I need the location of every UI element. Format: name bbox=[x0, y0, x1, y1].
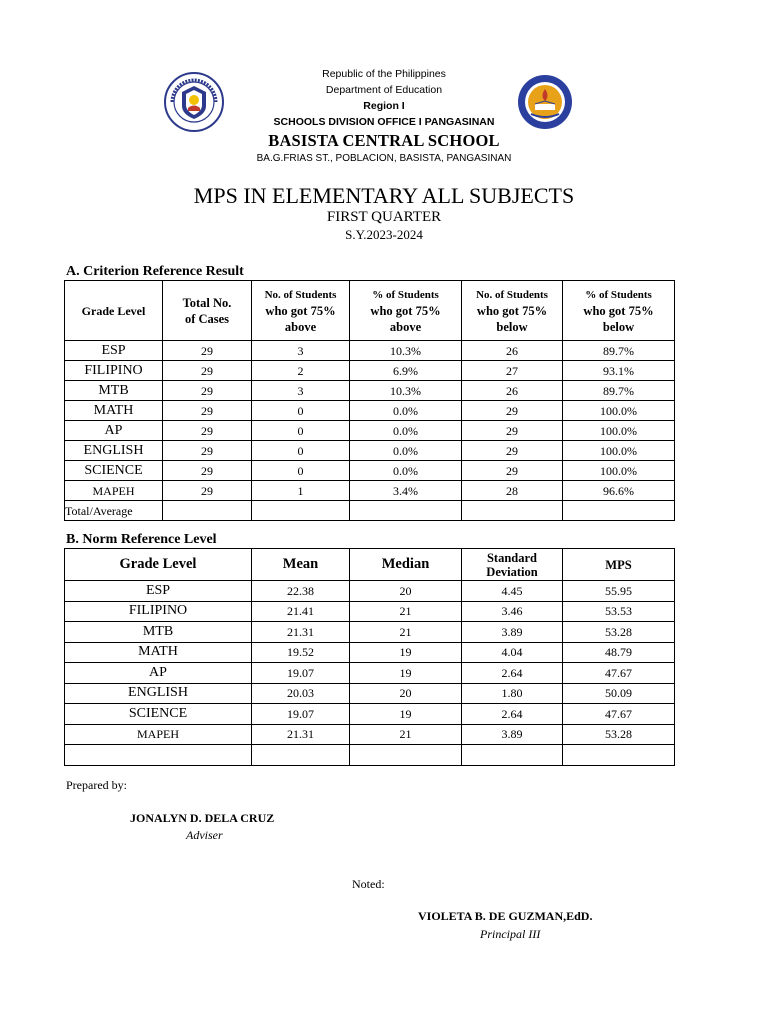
cell-mps: 53.28 bbox=[563, 622, 675, 643]
table-row bbox=[65, 704, 675, 725]
cell-sd: 3.89 bbox=[462, 724, 563, 745]
cell-median: 21 bbox=[350, 622, 462, 643]
cell-subject: MAPEH bbox=[65, 724, 252, 745]
cell-mean: 19.07 bbox=[252, 704, 350, 725]
cell-pct-above: 10.3% bbox=[350, 381, 462, 401]
cell-mean: 21.31 bbox=[252, 622, 350, 643]
cell-above: 1 bbox=[252, 481, 350, 501]
norm-reference-table bbox=[64, 548, 675, 766]
cell-subject: AP bbox=[65, 421, 163, 441]
cell-pct-below: 93.1% bbox=[563, 361, 675, 381]
cell-mean: 19.52 bbox=[252, 642, 350, 663]
table-row bbox=[65, 461, 675, 481]
cell-pct-below: 100.0% bbox=[563, 421, 675, 441]
table-row bbox=[65, 441, 675, 461]
letterhead bbox=[0, 66, 768, 166]
cell-subject: MATH bbox=[65, 401, 163, 421]
table-row bbox=[65, 683, 675, 704]
table-row bbox=[65, 601, 675, 622]
empty-cell bbox=[252, 501, 350, 521]
table-header-row bbox=[65, 549, 675, 581]
department-line: Department of Education bbox=[325, 84, 443, 96]
empty-cell bbox=[163, 501, 252, 521]
cell-below: 28 bbox=[462, 481, 563, 501]
header-median: Median bbox=[350, 549, 462, 581]
republic-line: Republic of the Philippines bbox=[322, 68, 446, 80]
cell-cases: 29 bbox=[163, 381, 252, 401]
cell-pct-above: 0.0% bbox=[350, 461, 462, 481]
cell-mps: 55.95 bbox=[563, 581, 675, 602]
school-name: BASISTA CENTRAL SCHOOL bbox=[268, 131, 500, 150]
cell-median: 19 bbox=[350, 704, 462, 725]
cell-below: 26 bbox=[462, 341, 563, 361]
cell-below: 29 bbox=[462, 401, 563, 421]
cell-pct-above: 10.3% bbox=[350, 341, 462, 361]
cell-sd: 1.80 bbox=[462, 683, 563, 704]
cell-below: 26 bbox=[462, 381, 563, 401]
cell-sd: 3.46 bbox=[462, 601, 563, 622]
cell-pct-below: 100.0% bbox=[563, 441, 675, 461]
cell-pct-above: 3.4% bbox=[350, 481, 462, 501]
cell-pct-below: 89.7% bbox=[563, 381, 675, 401]
noted-label: Noted: bbox=[352, 877, 385, 891]
total-row bbox=[65, 501, 675, 521]
cell-cases: 29 bbox=[163, 401, 252, 421]
header-standard-deviation: Standard Deviation bbox=[462, 549, 563, 581]
cell-mean: 21.31 bbox=[252, 724, 350, 745]
cell-below: 29 bbox=[462, 441, 563, 461]
cell-mean: 21.41 bbox=[252, 601, 350, 622]
table-row bbox=[65, 401, 675, 421]
cell-above: 3 bbox=[252, 341, 350, 361]
cell-subject: ENGLISH bbox=[65, 683, 252, 704]
adviser-role: Adviser bbox=[186, 828, 223, 842]
table-row bbox=[65, 381, 675, 401]
cell-sd: 2.64 bbox=[462, 704, 563, 725]
cell-cases: 29 bbox=[163, 461, 252, 481]
header-grade-level: Grade Level bbox=[65, 549, 252, 581]
empty-cell bbox=[252, 745, 350, 766]
cell-sd: 3.89 bbox=[462, 622, 563, 643]
header-no-below: No. of Students who got 75% below bbox=[462, 281, 563, 341]
empty-cell bbox=[350, 745, 462, 766]
empty-cell bbox=[65, 745, 252, 766]
cell-below: 27 bbox=[462, 361, 563, 381]
criterion-reference-table bbox=[64, 280, 675, 521]
cell-subject: AP bbox=[65, 663, 252, 684]
header-grade-level: Grade Level bbox=[65, 281, 163, 341]
header-mps: MPS bbox=[563, 549, 675, 581]
cell-median: 20 bbox=[350, 581, 462, 602]
cell-cases: 29 bbox=[163, 361, 252, 381]
cell-pct-above: 0.0% bbox=[350, 401, 462, 421]
header-pct-above: % of Students who got 75% above bbox=[350, 281, 462, 341]
principal-name: VIOLETA B. DE GUZMAN,EdD. bbox=[418, 909, 593, 923]
empty-cell bbox=[462, 501, 563, 521]
school-year: S.Y.2023-2024 bbox=[345, 227, 423, 242]
header-total-cases: Total No. of Cases bbox=[163, 281, 252, 341]
cell-subject: ESP bbox=[65, 581, 252, 602]
division-line: SCHOOLS DIVISION OFFICE I PANGASINAN bbox=[273, 116, 495, 128]
cell-below: 29 bbox=[462, 421, 563, 441]
header-no-above: No. of Students who got 75% above bbox=[252, 281, 350, 341]
cell-median: 19 bbox=[350, 642, 462, 663]
table-row bbox=[65, 622, 675, 643]
table-row bbox=[65, 361, 675, 381]
table-row bbox=[65, 724, 675, 745]
document-title: MPS IN ELEMENTARY ALL SUBJECTS bbox=[193, 183, 575, 208]
table-header-row bbox=[65, 281, 675, 341]
cell-below: 29 bbox=[462, 461, 563, 481]
empty-cell bbox=[350, 501, 462, 521]
cell-pct-below: 100.0% bbox=[563, 401, 675, 421]
cell-pct-below: 100.0% bbox=[563, 461, 675, 481]
cell-mps: 53.28 bbox=[563, 724, 675, 745]
section-b-title: B. Norm Reference Level bbox=[66, 532, 217, 547]
empty-cell bbox=[563, 501, 675, 521]
cell-subject: ESP bbox=[65, 341, 163, 361]
cell-mps: 50.09 bbox=[563, 683, 675, 704]
principal-role: Principal III bbox=[480, 927, 541, 941]
table-row bbox=[65, 642, 675, 663]
cell-cases: 29 bbox=[163, 341, 252, 361]
cell-subject: FILIPINO bbox=[65, 601, 252, 622]
cell-cases: 29 bbox=[163, 421, 252, 441]
table-row bbox=[65, 421, 675, 441]
prepared-by-label: Prepared by: bbox=[66, 778, 127, 792]
cell-mean: 20.03 bbox=[252, 683, 350, 704]
cell-mps: 53.53 bbox=[563, 601, 675, 622]
cell-mps: 47.67 bbox=[563, 663, 675, 684]
table-row bbox=[65, 341, 675, 361]
region-line: Region I bbox=[363, 100, 405, 112]
quarter-subtitle: FIRST QUARTER bbox=[326, 209, 442, 225]
cell-cases: 29 bbox=[163, 441, 252, 461]
cell-subject: ENGLISH bbox=[65, 441, 163, 461]
cell-cases: 29 bbox=[163, 481, 252, 501]
cell-mean: 19.07 bbox=[252, 663, 350, 684]
cell-above: 0 bbox=[252, 421, 350, 441]
cell-pct-above: 6.9% bbox=[350, 361, 462, 381]
cell-median: 21 bbox=[350, 724, 462, 745]
cell-median: 21 bbox=[350, 601, 462, 622]
cell-above: 2 bbox=[252, 361, 350, 381]
cell-median: 19 bbox=[350, 663, 462, 684]
cell-pct-below: 89.7% bbox=[563, 341, 675, 361]
cell-subject: SCIENCE bbox=[65, 461, 163, 481]
cell-above: 0 bbox=[252, 441, 350, 461]
cell-subject: MTB bbox=[65, 622, 252, 643]
section-a-title: A. Criterion Reference Result bbox=[66, 264, 244, 279]
cell-pct-below: 96.6% bbox=[563, 481, 675, 501]
cell-mps: 48.79 bbox=[563, 642, 675, 663]
cell-subject: MTB bbox=[65, 381, 163, 401]
cell-pct-above: 0.0% bbox=[350, 421, 462, 441]
empty-row bbox=[65, 745, 675, 766]
header-pct-below: % of Students who got 75% below bbox=[563, 281, 675, 341]
cell-subject: MATH bbox=[65, 642, 252, 663]
cell-sd: 4.45 bbox=[462, 581, 563, 602]
table-row bbox=[65, 581, 675, 602]
cell-mean: 22.38 bbox=[252, 581, 350, 602]
cell-sd: 2.64 bbox=[462, 663, 563, 684]
cell-sd: 4.04 bbox=[462, 642, 563, 663]
cell-above: 0 bbox=[252, 401, 350, 421]
header-mean: Mean bbox=[252, 549, 350, 581]
empty-cell bbox=[462, 745, 563, 766]
cell-subject: MAPEH bbox=[65, 481, 163, 501]
cell-subject: FILIPINO bbox=[65, 361, 163, 381]
cell-mps: 47.67 bbox=[563, 704, 675, 725]
cell-above: 0 bbox=[252, 461, 350, 481]
cell-above: 3 bbox=[252, 381, 350, 401]
cell-median: 20 bbox=[350, 683, 462, 704]
cell-subject: SCIENCE bbox=[65, 704, 252, 725]
table-row bbox=[65, 481, 675, 501]
school-address: BA.G.FRIAS ST., POBLACION, BASISTA, PANGASINAN bbox=[256, 153, 512, 164]
total-average-label: Total/Average bbox=[65, 501, 163, 521]
cell-pct-above: 0.0% bbox=[350, 441, 462, 461]
empty-cell bbox=[563, 745, 675, 766]
adviser-name: JONALYN D. DELA CRUZ bbox=[130, 811, 275, 825]
table-row bbox=[65, 663, 675, 684]
